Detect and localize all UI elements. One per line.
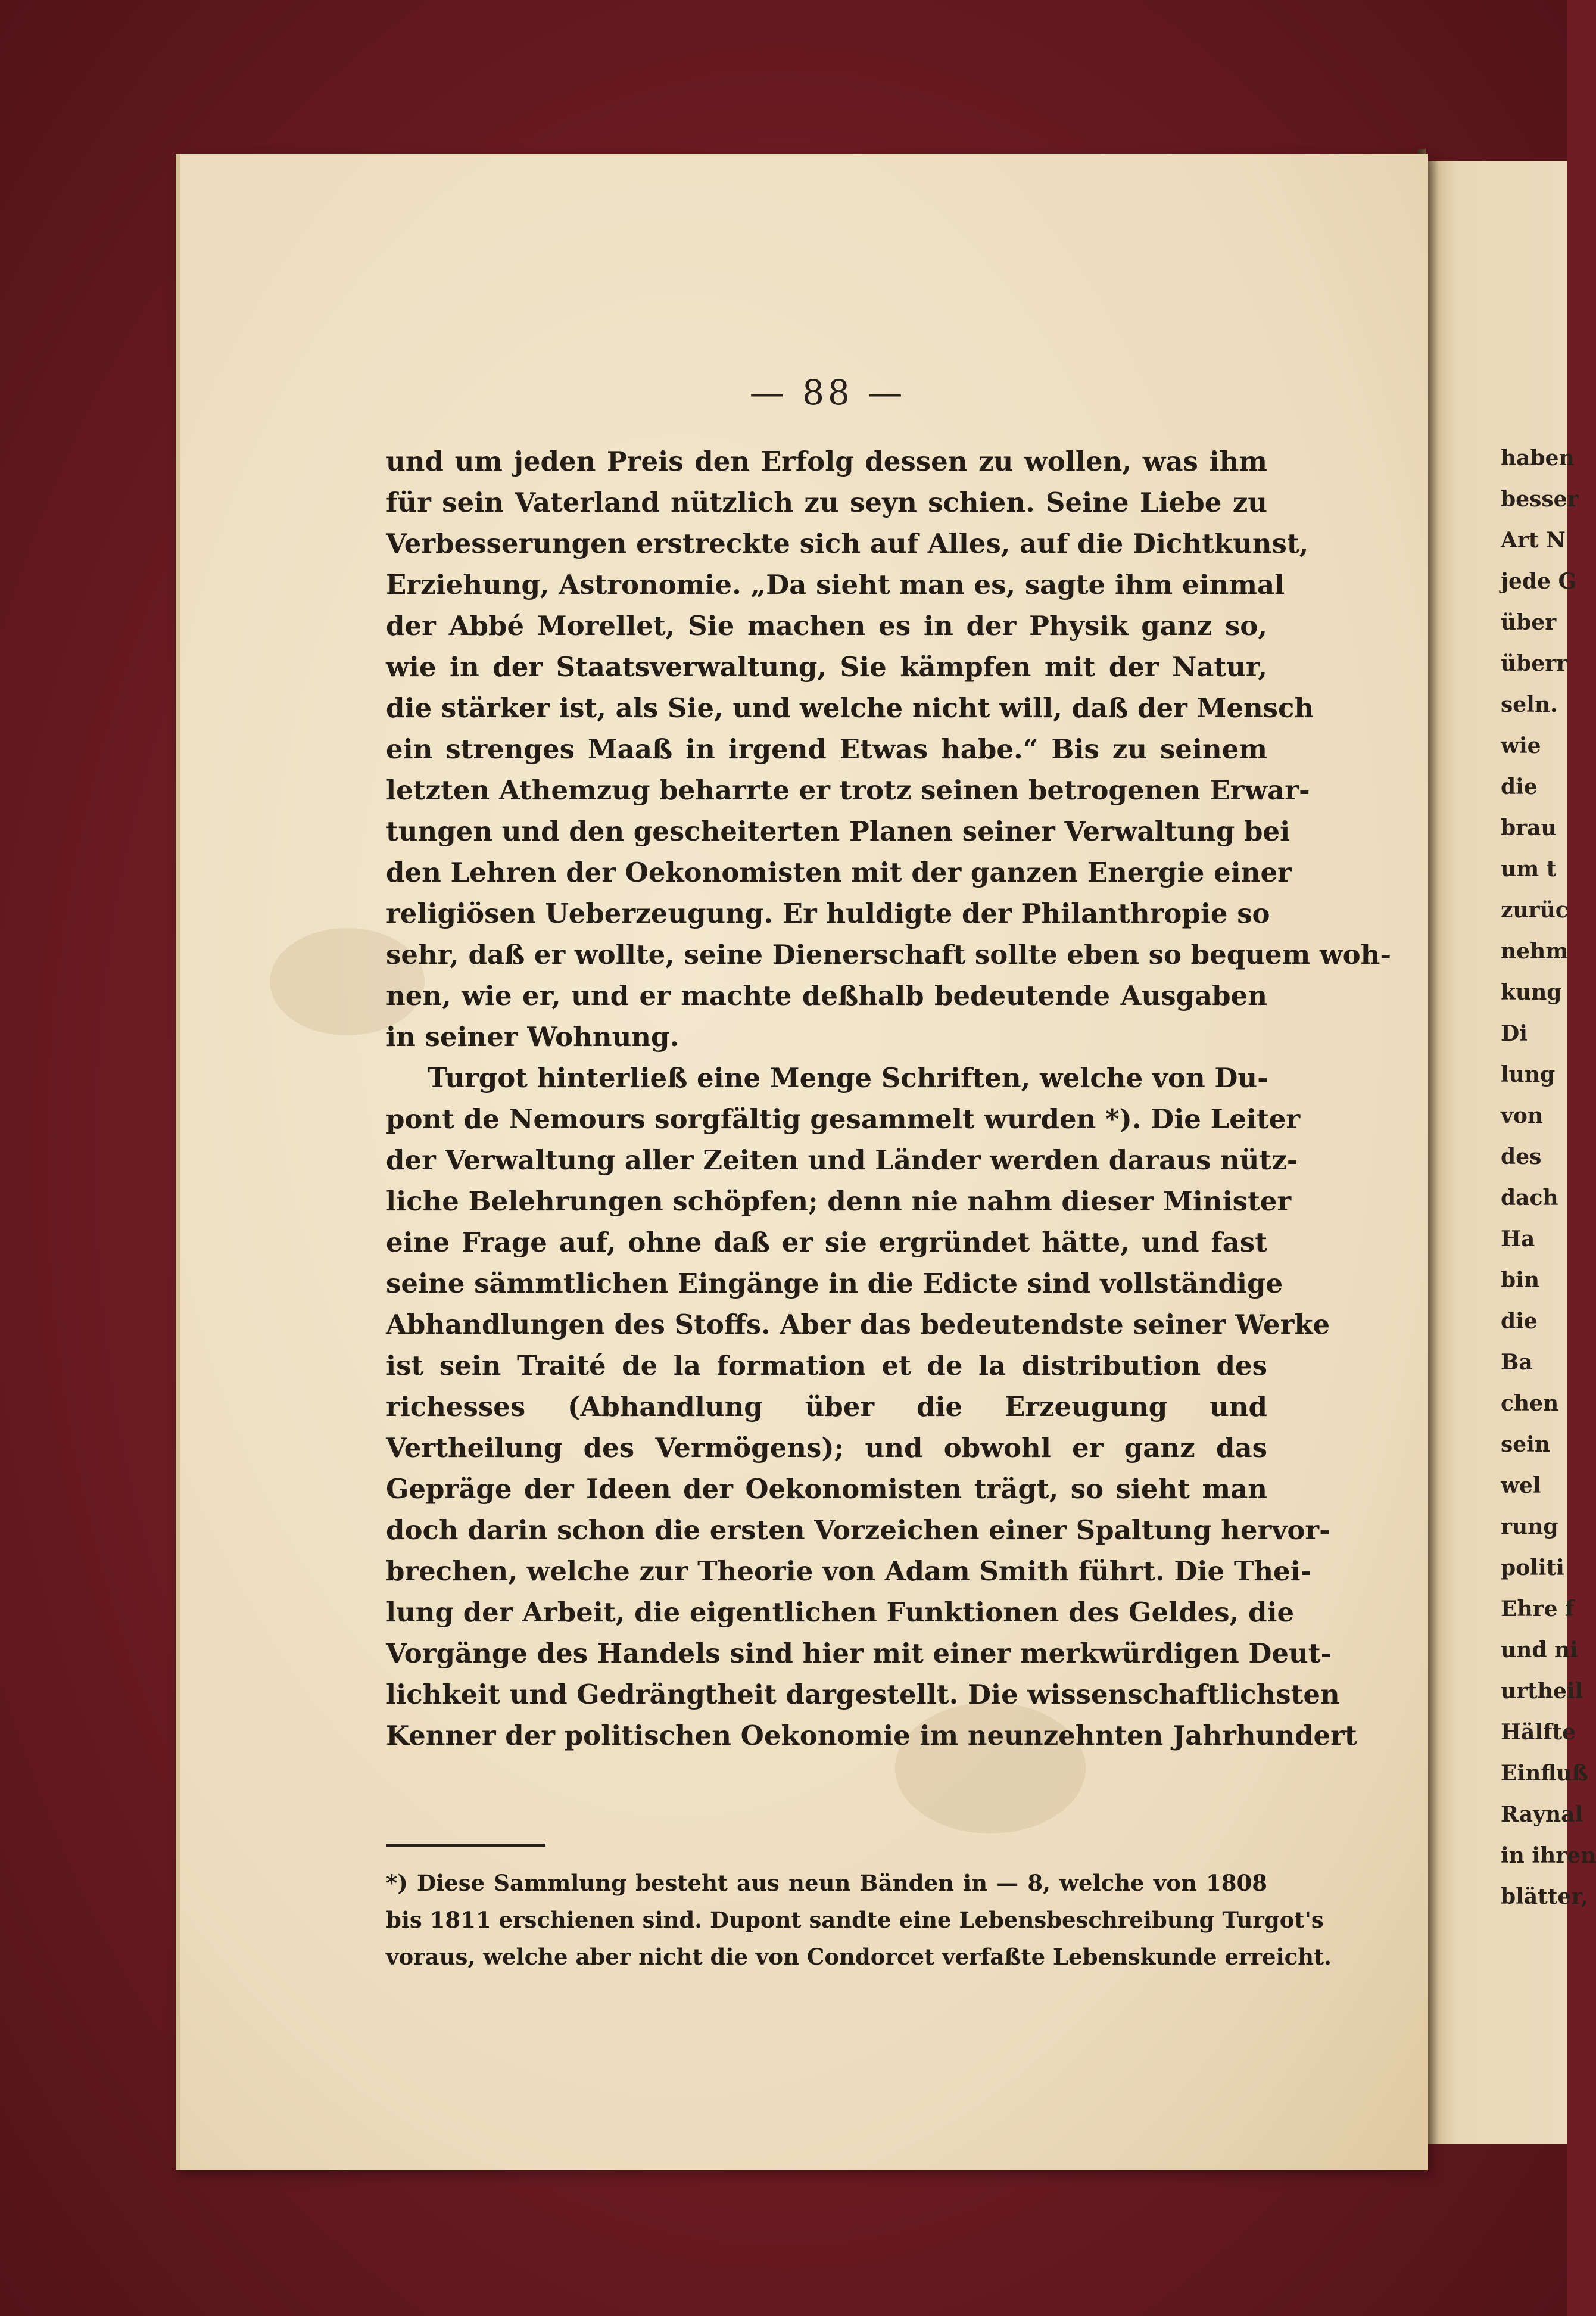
text-line: brechen, welche zur Theorie von Adam Smith führt. Die Thei- xyxy=(386,1555,1312,1587)
text-line: pont de Nemours sorgfältig gesammelt wurden *). Die Leiter xyxy=(386,1103,1301,1135)
text-line: der Abbé Morellet, Sie machen es in der Physik ganz so, xyxy=(386,610,1267,642)
facing-word: blätter, xyxy=(1501,1884,1589,1909)
footnote-line: bis 1811 erschienen sind. Dupont sandte eine Lebensbeschreibung Turgot's xyxy=(386,1907,1324,1933)
facing-word: wel xyxy=(1501,1473,1541,1498)
facing-word: wie xyxy=(1501,733,1541,758)
facing-word: über xyxy=(1501,610,1557,635)
facing-word: Art N xyxy=(1501,528,1566,553)
text-line: richesses (Abhandlung über die Erzeugung und xyxy=(386,1391,1267,1422)
facing-word: Di xyxy=(1501,1021,1528,1046)
facing-word: chen xyxy=(1501,1391,1559,1416)
footnote-line: voraus, welche aber nicht die von Condorcet verfaßte Lebenskunde erreicht. xyxy=(386,1944,1332,1970)
text-line: doch darin schon die ersten Vorzeichen einer Spaltung hervor- xyxy=(386,1514,1330,1546)
body-text xyxy=(386,441,1392,1756)
facing-word: Ha xyxy=(1501,1227,1535,1252)
facing-word: von xyxy=(1501,1103,1544,1128)
facing-word: besser xyxy=(1501,487,1579,512)
footnote xyxy=(386,1864,1332,1975)
facing-word: Ehre f xyxy=(1501,1596,1575,1621)
facing-word: zurüc xyxy=(1501,898,1569,923)
facing-word: die xyxy=(1501,1309,1538,1334)
text-line: und um jeden Preis den Erfolg dessen zu wollen, was ihm xyxy=(386,446,1267,477)
facing-word: in ihren xyxy=(1501,1843,1596,1868)
text-line: Turgot hinterließ eine Menge Schriften, welche von Du- xyxy=(428,1062,1268,1094)
facing-word: überr xyxy=(1501,651,1568,676)
text-line: lung der Arbeit, die eigentlichen Funktionen des Geldes, die xyxy=(386,1596,1295,1628)
text-line: sehr, daß er wollte, seine Dienerschaft sollte eben so bequem woh- xyxy=(386,939,1392,970)
facing-word: Raynal xyxy=(1501,1802,1583,1827)
facing-word: um t xyxy=(1501,857,1557,882)
footnote-line: *) Diese Sammlung besteht aus neun Bänden in — 8, welche von 1808 xyxy=(386,1870,1267,1896)
facing-word: dach xyxy=(1501,1185,1558,1210)
text-line: ist sein Traité de la formation et de la distribution des xyxy=(386,1350,1267,1381)
text-line: Verbesserungen erstreckte sich auf Alles, auf die Dichtkunst, xyxy=(386,528,1309,559)
text-line: eine Frage auf, ohne daß er sie ergründet hätte, und fast xyxy=(386,1227,1267,1258)
text-line: letzten Athemzug beharrte er trotz seinen betrogenen Erwar- xyxy=(386,774,1310,806)
text-line: Kenner der politischen Oekonomie im neunzehnten Jahrhundert xyxy=(386,1720,1357,1751)
text-line: Erziehung, Astronomie. „Da sieht man es, sagte ihm einmal xyxy=(386,569,1285,600)
text-line: Vorgänge des Handels sind hier mit einer merkwürdigen Deut- xyxy=(386,1638,1332,1669)
facing-word: kung xyxy=(1501,980,1562,1005)
facing-word: des xyxy=(1501,1144,1542,1169)
text-line: den Lehren der Oekonomisten mit der ganzen Energie einer xyxy=(386,857,1292,888)
text-line: nen, wie er, und er machte deßhalb bedeutende Ausgaben xyxy=(386,980,1267,1011)
text-line: Abhandlungen des Stoffs. Aber das bedeutendste seiner Werke xyxy=(386,1309,1330,1340)
text-line: für sein Vaterland nützlich zu seyn schien. Seine Liebe zu xyxy=(386,487,1267,518)
text-line: wie in der Staatsverwaltung, Sie kämpfen mit der Natur, xyxy=(386,651,1267,683)
facing-word: sein xyxy=(1501,1432,1551,1457)
text-line: religiösen Ueberzeugung. Er huldigte der Philanthropie so xyxy=(386,898,1270,929)
facing-word: nehm xyxy=(1501,939,1569,964)
facing-word: die xyxy=(1501,774,1538,799)
text-line: die stärker ist, als Sie, und welche nicht will, daß der Mensch xyxy=(386,692,1314,724)
text-line: tungen und den gescheiterten Planen seiner Verwaltung bei xyxy=(386,815,1290,847)
page-number: — 88 — xyxy=(749,372,906,413)
facing-word: rung xyxy=(1501,1514,1558,1539)
facing-word: seln. xyxy=(1501,692,1558,717)
facing-word: lung xyxy=(1501,1062,1556,1087)
facing-word: Hälfte xyxy=(1501,1720,1576,1745)
facing-word: urtheil xyxy=(1501,1679,1583,1704)
facing-page-text xyxy=(1501,438,1596,1917)
text-line: Vertheilung des Vermögens); und obwohl er ganz das xyxy=(386,1432,1267,1464)
facing-word: brau xyxy=(1501,815,1557,841)
facing-word: jede G xyxy=(1501,569,1577,594)
text-line: der Verwaltung aller Zeiten und Länder werden daraus nütz- xyxy=(386,1144,1298,1176)
facing-word: haben xyxy=(1501,446,1575,471)
text-line: seine sämmtlichen Eingänge in die Edicte sind vollständige xyxy=(386,1268,1283,1299)
text-line: ein strenges Maaß in irgend Etwas habe.“ Bis zu seinem xyxy=(386,733,1267,765)
facing-word: und ni xyxy=(1501,1638,1578,1663)
text-line: Gepräge der Ideen der Oekonomisten trägt, so sieht man xyxy=(386,1473,1267,1505)
text-line: lichkeit und Gedrängtheit dargestellt. Die wissenschaftlichsten xyxy=(386,1679,1340,1710)
text-line: in seiner Wohnung. xyxy=(386,1021,679,1053)
facing-word: Ba xyxy=(1501,1350,1533,1375)
footnote-divider xyxy=(386,1844,545,1847)
facing-word: politi xyxy=(1501,1555,1564,1580)
text-line: liche Belehrungen schöpfen; denn nie nahm dieser Minister xyxy=(386,1185,1292,1217)
facing-word: Einfluß xyxy=(1501,1761,1588,1786)
facing-word: bin xyxy=(1501,1268,1540,1293)
